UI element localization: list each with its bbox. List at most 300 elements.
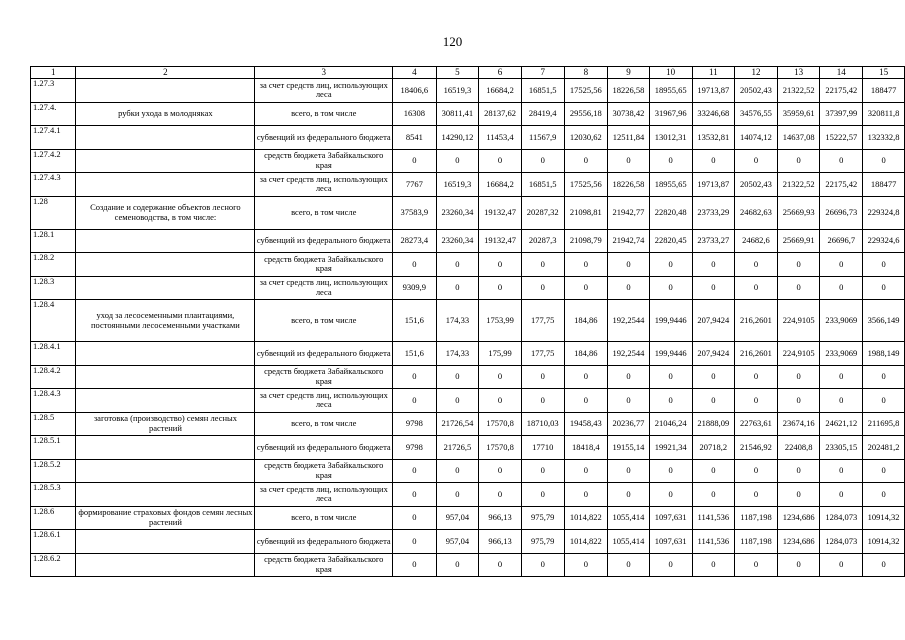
value-cell: 22820,45	[649, 229, 692, 253]
value-cell: 1234,686	[777, 506, 820, 530]
value-cell: 21888,09	[692, 412, 735, 436]
column-number-cell: 8	[564, 67, 608, 79]
value-cell: 12511,84	[608, 126, 650, 150]
table-row	[31, 530, 905, 554]
value-cell: 0	[521, 276, 564, 300]
value-cell: 0	[863, 483, 905, 507]
table-row	[31, 483, 905, 507]
value-cell: 0	[820, 253, 863, 277]
value-cell: 0	[735, 483, 778, 507]
value-cell: 0	[608, 149, 650, 173]
table-row	[31, 196, 905, 229]
row-code: 1.28.5.2	[31, 459, 76, 483]
value-cell: 0	[608, 483, 650, 507]
row-name	[76, 173, 255, 197]
value-cell: 10914,32	[863, 530, 905, 554]
value-cell: 19132,47	[479, 196, 522, 229]
value-cell: 0	[436, 459, 479, 483]
value-cell: 216,2601	[735, 300, 778, 342]
value-cell: 184,86	[564, 300, 608, 342]
row-code: 1.27.4.1	[31, 126, 76, 150]
funding-source: субвенций из федерального бюджета	[255, 436, 393, 460]
value-cell: 0	[436, 389, 479, 413]
value-cell: 16851,5	[521, 79, 564, 103]
value-cell: 21942,74	[608, 229, 650, 253]
value-cell: 21322,52	[777, 79, 820, 103]
value-cell: 1187,198	[735, 530, 778, 554]
value-cell: 0	[863, 459, 905, 483]
value-cell: 0	[735, 389, 778, 413]
value-cell: 0	[608, 459, 650, 483]
column-number-cell: 1	[31, 67, 76, 79]
value-cell: 23260,34	[436, 196, 479, 229]
value-cell: 13532,81	[692, 126, 735, 150]
table-row	[31, 173, 905, 197]
value-cell: 957,04	[436, 506, 479, 530]
value-cell: 0	[393, 483, 436, 507]
value-cell: 17710	[521, 436, 564, 460]
value-cell: 21942,77	[608, 196, 650, 229]
value-cell: 966,13	[479, 530, 522, 554]
value-cell: 207,9424	[692, 300, 735, 342]
row-code: 1.28.4.1	[31, 342, 76, 366]
funding-source: за счет средств лиц, использующих леса	[255, 79, 393, 103]
value-cell: 1234,686	[777, 530, 820, 554]
table-row	[31, 79, 905, 103]
value-cell: 0	[479, 253, 522, 277]
table-row	[31, 300, 905, 342]
value-cell: 0	[735, 365, 778, 389]
value-cell: 35959,61	[777, 102, 820, 126]
value-cell: 15222,57	[820, 126, 863, 150]
funding-source: всего, в том числе	[255, 506, 393, 530]
value-cell: 20502,43	[735, 79, 778, 103]
row-name: рубки ухода в молодняках	[76, 102, 255, 126]
value-cell: 174,33	[436, 300, 479, 342]
value-cell: 22820,48	[649, 196, 692, 229]
value-cell: 21546,92	[735, 436, 778, 460]
value-cell: 0	[564, 553, 608, 577]
value-cell: 0	[436, 276, 479, 300]
row-code: 1.28.4.2	[31, 365, 76, 389]
funding-source: всего, в том числе	[255, 300, 393, 342]
value-cell: 975,79	[521, 506, 564, 530]
table-row	[31, 126, 905, 150]
row-name	[76, 79, 255, 103]
value-cell: 0	[521, 553, 564, 577]
funding-source: средств бюджета Забайкальского края	[255, 253, 393, 277]
value-cell: 0	[777, 365, 820, 389]
row-code: 1.28.6	[31, 506, 76, 530]
value-cell: 0	[692, 365, 735, 389]
value-cell: 18226,58	[608, 79, 650, 103]
value-cell: 0	[436, 149, 479, 173]
value-cell: 14290,12	[436, 126, 479, 150]
value-cell: 0	[863, 149, 905, 173]
row-name	[76, 389, 255, 413]
value-cell: 1284,073	[820, 506, 863, 530]
value-cell: 0	[479, 365, 522, 389]
value-cell: 0	[735, 149, 778, 173]
value-cell: 199,9446	[649, 300, 692, 342]
value-cell: 0	[479, 553, 522, 577]
value-cell: 0	[608, 389, 650, 413]
funding-source: за счет средств лиц, использующих леса	[255, 483, 393, 507]
column-number-cell: 13	[777, 67, 820, 79]
table-row	[31, 229, 905, 253]
value-cell: 0	[564, 459, 608, 483]
row-code: 1.28.4.3	[31, 389, 76, 413]
column-number-cell: 11	[692, 67, 735, 79]
value-cell: 184,86	[564, 342, 608, 366]
value-cell: 17570,8	[479, 436, 522, 460]
funding-source: субвенций из федерального бюджета	[255, 530, 393, 554]
value-cell: 19155,14	[608, 436, 650, 460]
row-name	[76, 530, 255, 554]
value-cell: 1055,414	[608, 530, 650, 554]
value-cell: 0	[820, 553, 863, 577]
value-cell: 0	[393, 365, 436, 389]
value-cell: 19132,47	[479, 229, 522, 253]
row-name: формирование страховых фондов семян лесных растений	[76, 506, 255, 530]
value-cell: 0	[777, 149, 820, 173]
value-cell: 24682,63	[735, 196, 778, 229]
value-cell: 23305,15	[820, 436, 863, 460]
table-row	[31, 102, 905, 126]
row-name	[76, 553, 255, 577]
value-cell: 0	[649, 253, 692, 277]
value-cell: 1055,414	[608, 506, 650, 530]
value-cell: 21726,54	[436, 412, 479, 436]
value-cell: 177,75	[521, 342, 564, 366]
value-cell: 174,33	[436, 342, 479, 366]
value-cell: 24621,12	[820, 412, 863, 436]
value-cell: 0	[393, 506, 436, 530]
value-cell: 0	[692, 483, 735, 507]
value-cell: 0	[608, 276, 650, 300]
row-name	[76, 229, 255, 253]
column-number-header	[31, 67, 905, 79]
column-number-cell: 12	[735, 67, 778, 79]
column-number-cell: 4	[393, 67, 436, 79]
value-cell: 0	[521, 149, 564, 173]
budget-table	[30, 66, 905, 577]
value-cell: 22175,42	[820, 79, 863, 103]
value-cell: 0	[692, 276, 735, 300]
value-cell: 1141,536	[692, 506, 735, 530]
value-cell: 16308	[393, 102, 436, 126]
value-cell: 0	[692, 553, 735, 577]
value-cell: 1141,536	[692, 530, 735, 554]
value-cell: 0	[564, 389, 608, 413]
value-cell: 19713,87	[692, 79, 735, 103]
value-cell: 18226,58	[608, 173, 650, 197]
value-cell: 20718,2	[692, 436, 735, 460]
value-cell: 0	[649, 149, 692, 173]
value-cell: 151,6	[393, 342, 436, 366]
value-cell: 28419,4	[521, 102, 564, 126]
value-cell: 0	[692, 459, 735, 483]
table-row	[31, 342, 905, 366]
table-row	[31, 436, 905, 460]
value-cell: 9798	[393, 436, 436, 460]
value-cell: 216,2601	[735, 342, 778, 366]
funding-source: субвенций из федерального бюджета	[255, 126, 393, 150]
row-code: 1.28.4	[31, 300, 76, 342]
row-name	[76, 149, 255, 173]
value-cell: 966,13	[479, 506, 522, 530]
funding-source: средств бюджета Забайкальского края	[255, 459, 393, 483]
value-cell: 11453,4	[479, 126, 522, 150]
table-row	[31, 459, 905, 483]
row-code: 1.27.4.3	[31, 173, 76, 197]
value-cell: 0	[820, 483, 863, 507]
value-cell: 207,9424	[692, 342, 735, 366]
value-cell: 21046,24	[649, 412, 692, 436]
value-cell: 22175,42	[820, 173, 863, 197]
value-cell: 0	[393, 389, 436, 413]
value-cell: 18955,65	[649, 173, 692, 197]
value-cell: 0	[564, 276, 608, 300]
value-cell: 13012,31	[649, 126, 692, 150]
table-row	[31, 149, 905, 173]
value-cell: 0	[521, 389, 564, 413]
funding-source: за счет средств лиц, использующих леса	[255, 173, 393, 197]
value-cell: 0	[692, 149, 735, 173]
value-cell: 17525,56	[564, 173, 608, 197]
value-cell: 0	[735, 253, 778, 277]
value-cell: 0	[777, 276, 820, 300]
funding-source: за счет средств лиц, использующих леса	[255, 276, 393, 300]
value-cell: 1988,149	[863, 342, 905, 366]
value-cell: 22763,61	[735, 412, 778, 436]
value-cell: 0	[863, 553, 905, 577]
table-row	[31, 389, 905, 413]
value-cell: 0	[521, 365, 564, 389]
value-cell: 16519,3	[436, 173, 479, 197]
value-cell: 0	[692, 253, 735, 277]
value-cell: 30738,42	[608, 102, 650, 126]
column-number-cell: 6	[479, 67, 522, 79]
value-cell: 0	[649, 365, 692, 389]
row-code: 1.28.5.3	[31, 483, 76, 507]
value-cell: 224,9105	[777, 300, 820, 342]
value-cell: 17570,8	[479, 412, 522, 436]
value-cell: 18710,03	[521, 412, 564, 436]
value-cell: 0	[608, 365, 650, 389]
funding-source: всего, в том числе	[255, 412, 393, 436]
value-cell: 24682,6	[735, 229, 778, 253]
value-cell: 18955,65	[649, 79, 692, 103]
value-cell: 0	[777, 553, 820, 577]
value-cell: 320811,8	[863, 102, 905, 126]
row-code: 1.28.6.2	[31, 553, 76, 577]
column-number-cell: 10	[649, 67, 692, 79]
row-name	[76, 365, 255, 389]
value-cell: 1753,99	[479, 300, 522, 342]
table-row	[31, 365, 905, 389]
value-cell: 1284,073	[820, 530, 863, 554]
value-cell: 0	[479, 459, 522, 483]
row-name: уход за лесосеменными плантациями, постоянными лесосеменными участками	[76, 300, 255, 342]
value-cell: 0	[735, 459, 778, 483]
value-cell: 23733,29	[692, 196, 735, 229]
value-cell: 18406,6	[393, 79, 436, 103]
value-cell: 21098,79	[564, 229, 608, 253]
value-cell: 21726,5	[436, 436, 479, 460]
value-cell: 0	[521, 483, 564, 507]
row-name	[76, 126, 255, 150]
value-cell: 233,9069	[820, 300, 863, 342]
value-cell: 1014,822	[564, 506, 608, 530]
row-name	[76, 276, 255, 300]
value-cell: 10914,32	[863, 506, 905, 530]
value-cell: 975,79	[521, 530, 564, 554]
column-number-cell: 9	[608, 67, 650, 79]
value-cell: 175,99	[479, 342, 522, 366]
table-row	[31, 276, 905, 300]
value-cell: 192,2544	[608, 300, 650, 342]
row-code: 1.27.4.	[31, 102, 76, 126]
value-cell: 0	[692, 389, 735, 413]
row-name: заготовка (производство) семян лесных растений	[76, 412, 255, 436]
value-cell: 21322,52	[777, 173, 820, 197]
row-code: 1.28.1	[31, 229, 76, 253]
value-cell: 0	[777, 459, 820, 483]
value-cell: 0	[393, 530, 436, 554]
value-cell: 16851,5	[521, 173, 564, 197]
column-number-cell: 7	[521, 67, 564, 79]
value-cell: 1187,198	[735, 506, 778, 530]
table-row	[31, 553, 905, 577]
value-cell: 31967,96	[649, 102, 692, 126]
value-cell: 0	[521, 253, 564, 277]
value-cell: 7767	[393, 173, 436, 197]
row-name: Создание и содержание объектов лесного семеноводства, в том числе:	[76, 196, 255, 229]
funding-source: субвенций из федерального бюджета	[255, 342, 393, 366]
value-cell: 188477	[863, 79, 905, 103]
value-cell: 0	[735, 276, 778, 300]
value-cell: 224,9105	[777, 342, 820, 366]
value-cell: 0	[479, 276, 522, 300]
value-cell: 0	[479, 389, 522, 413]
value-cell: 18418,4	[564, 436, 608, 460]
value-cell: 0	[479, 483, 522, 507]
value-cell: 19921,34	[649, 436, 692, 460]
row-name	[76, 459, 255, 483]
value-cell: 0	[479, 149, 522, 173]
value-cell: 0	[820, 389, 863, 413]
value-cell: 0	[820, 276, 863, 300]
funding-source: всего, в том числе	[255, 102, 393, 126]
column-number-cell: 3	[255, 67, 393, 79]
funding-source: средств бюджета Забайкальского края	[255, 365, 393, 389]
value-cell: 26696,7	[820, 229, 863, 253]
value-cell: 0	[436, 253, 479, 277]
row-code: 1.28.2	[31, 253, 76, 277]
row-name	[76, 253, 255, 277]
value-cell: 1097,631	[649, 530, 692, 554]
funding-source: за счет средств лиц, использующих леса	[255, 389, 393, 413]
value-cell: 9309,9	[393, 276, 436, 300]
value-cell: 0	[820, 459, 863, 483]
value-cell: 33246,68	[692, 102, 735, 126]
value-cell: 199,9446	[649, 342, 692, 366]
value-cell: 25669,91	[777, 229, 820, 253]
value-cell: 14074,12	[735, 126, 778, 150]
value-cell: 37397,99	[820, 102, 863, 126]
value-cell: 37583,9	[393, 196, 436, 229]
row-code: 1.27.4.2	[31, 149, 76, 173]
value-cell: 0	[820, 149, 863, 173]
table-row	[31, 506, 905, 530]
value-cell: 1014,822	[564, 530, 608, 554]
value-cell: 0	[393, 459, 436, 483]
row-name	[76, 342, 255, 366]
value-cell: 23733,27	[692, 229, 735, 253]
value-cell: 0	[820, 365, 863, 389]
value-cell: 16684,2	[479, 79, 522, 103]
value-cell: 34576,55	[735, 102, 778, 126]
value-cell: 14637,08	[777, 126, 820, 150]
value-cell: 151,6	[393, 300, 436, 342]
value-cell: 20287,32	[521, 196, 564, 229]
value-cell: 9798	[393, 412, 436, 436]
value-cell: 22408,8	[777, 436, 820, 460]
value-cell: 0	[436, 483, 479, 507]
value-cell: 0	[564, 365, 608, 389]
value-cell: 0	[436, 553, 479, 577]
value-cell: 25669,93	[777, 196, 820, 229]
value-cell: 20287,3	[521, 229, 564, 253]
row-code: 1.28.5	[31, 412, 76, 436]
value-cell: 211695,8	[863, 412, 905, 436]
value-cell: 29556,18	[564, 102, 608, 126]
value-cell: 0	[564, 149, 608, 173]
value-cell: 17525,56	[564, 79, 608, 103]
value-cell: 0	[393, 553, 436, 577]
value-cell: 3566,149	[863, 300, 905, 342]
value-cell: 21098,81	[564, 196, 608, 229]
row-name	[76, 436, 255, 460]
column-number-cell: 2	[76, 67, 255, 79]
value-cell: 0	[649, 389, 692, 413]
value-cell: 0	[777, 253, 820, 277]
value-cell: 233,9069	[820, 342, 863, 366]
value-cell: 0	[649, 276, 692, 300]
value-cell: 229324,6	[863, 229, 905, 253]
row-code: 1.28	[31, 196, 76, 229]
value-cell: 28137,62	[479, 102, 522, 126]
funding-source: субвенций из федерального бюджета	[255, 229, 393, 253]
funding-source: средств бюджета Забайкальского края	[255, 149, 393, 173]
value-cell: 0	[564, 253, 608, 277]
value-cell: 0	[863, 365, 905, 389]
value-cell: 0	[393, 253, 436, 277]
value-cell: 0	[777, 483, 820, 507]
value-cell: 957,04	[436, 530, 479, 554]
value-cell: 16519,3	[436, 79, 479, 103]
value-cell: 26696,73	[820, 196, 863, 229]
row-code: 1.28.5.1	[31, 436, 76, 460]
funding-source: средств бюджета Забайкальского края	[255, 553, 393, 577]
value-cell: 8541	[393, 126, 436, 150]
value-cell: 229324,8	[863, 196, 905, 229]
value-cell: 0	[649, 459, 692, 483]
value-cell: 28273,4	[393, 229, 436, 253]
value-cell: 1097,631	[649, 506, 692, 530]
row-code: 1.28.6.1	[31, 530, 76, 554]
